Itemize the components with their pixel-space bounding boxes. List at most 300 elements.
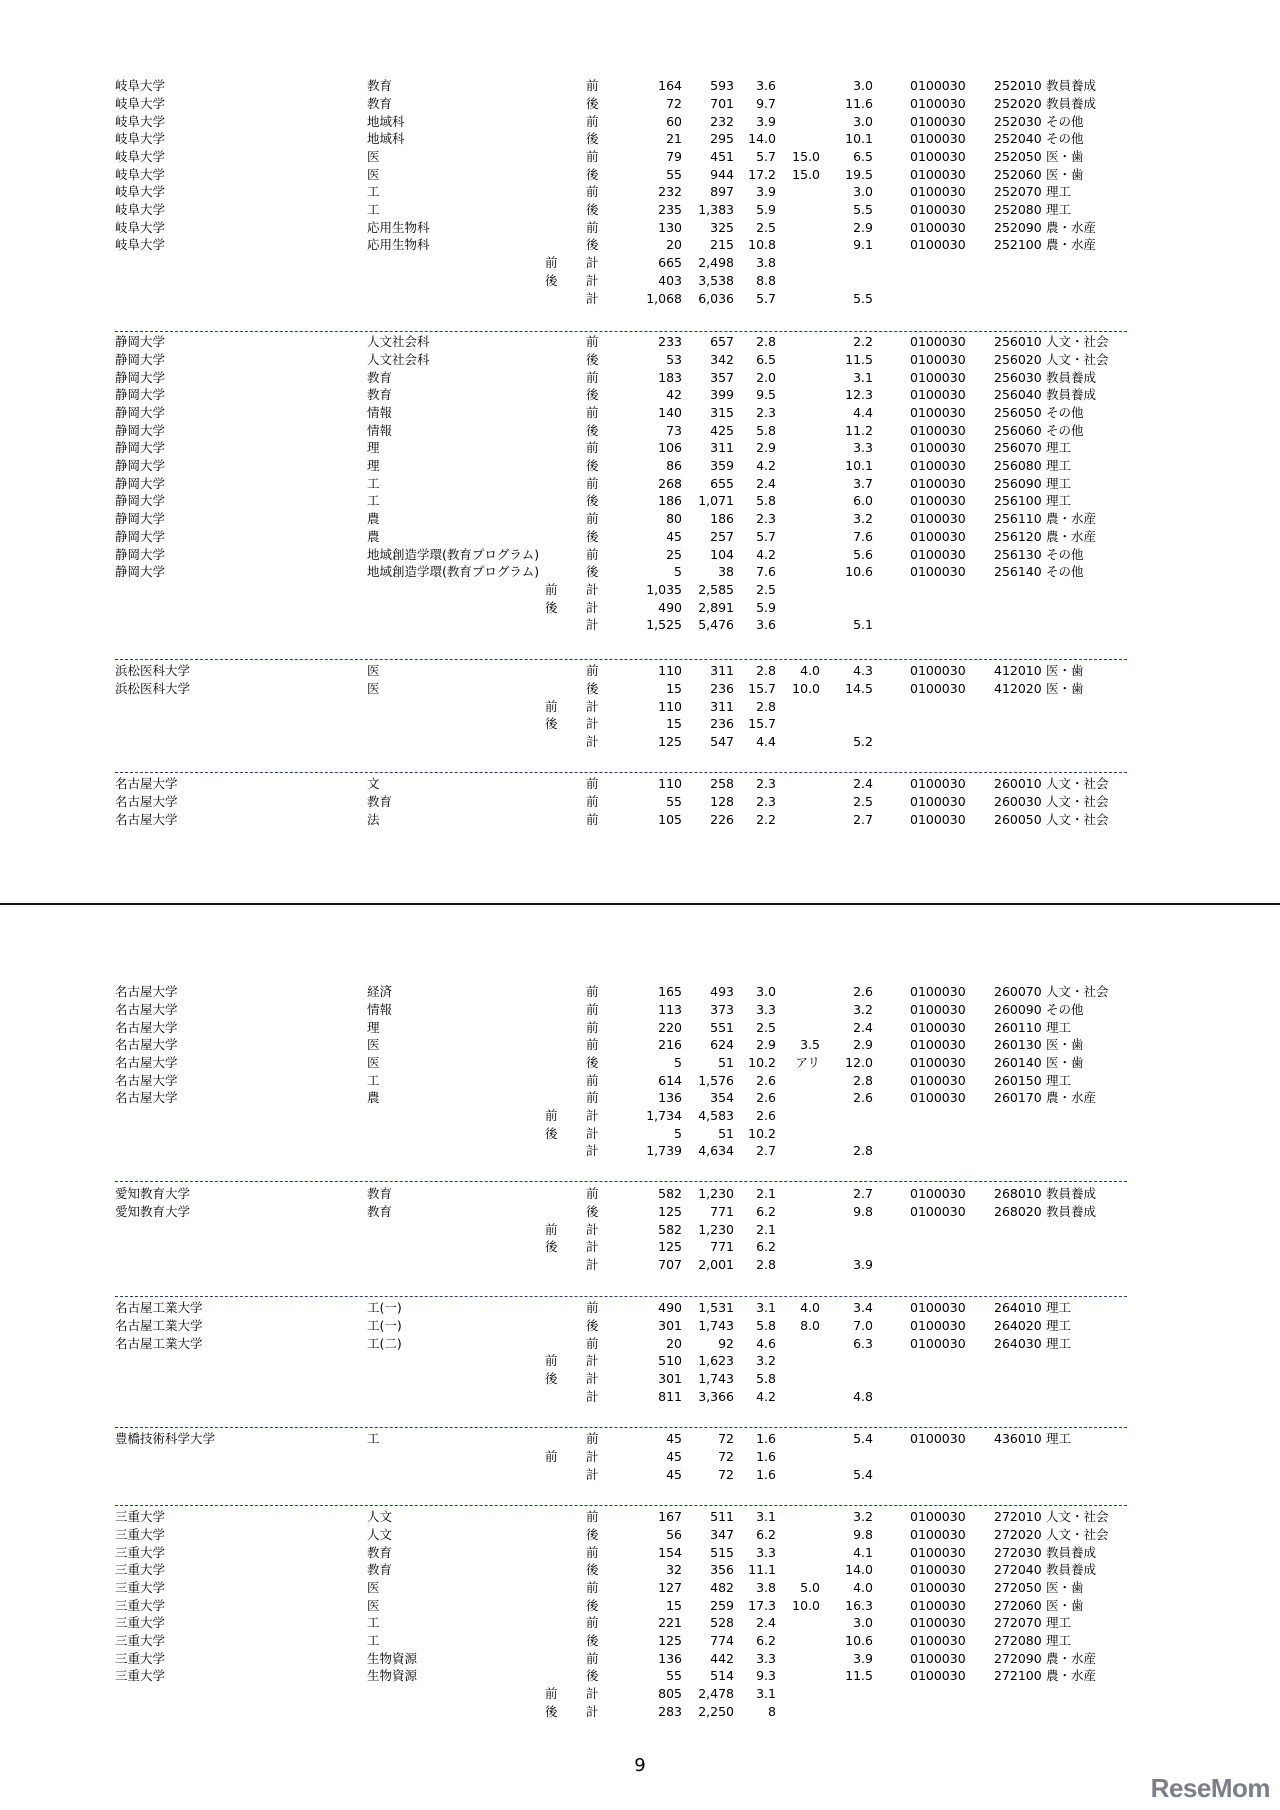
program-id: 260070 <box>994 984 1042 1000</box>
applicants-value: 482 <box>710 1579 734 1595</box>
faculty-name: 教育 <box>367 793 393 809</box>
capacity-value: 665 <box>658 255 682 271</box>
ratio-value: 8 <box>768 1703 776 1719</box>
table-row <box>0 492 1280 510</box>
ratio-value: 3.9 <box>756 184 776 200</box>
page-number: 9 <box>634 1755 646 1776</box>
category-label: 理工 <box>1046 475 1072 491</box>
capacity-value: 221 <box>658 1615 682 1631</box>
applicants-value: 657 <box>710 334 734 350</box>
applicants-value: 442 <box>710 1650 734 1666</box>
code-value: 0100030 <box>910 984 966 1000</box>
ratio-value: 5.9 <box>756 599 776 615</box>
category-label: 理工 <box>1046 1300 1072 1316</box>
prev-ratio-value: 12.3 <box>845 387 873 403</box>
capacity-value: 25 <box>666 546 682 562</box>
prev-ratio-value: 3.2 <box>853 511 873 527</box>
subtotal-term-label: 前 <box>545 698 558 714</box>
ratio-value: 3.1 <box>756 1686 776 1702</box>
ratio-value: 5.8 <box>756 1317 776 1333</box>
capacity-value: 45 <box>666 1431 682 1447</box>
program-id: 252010 <box>994 78 1042 94</box>
category-label: 医・歯 <box>1046 1597 1084 1613</box>
exam-term: 前 <box>586 1615 599 1631</box>
code-value: 0100030 <box>910 334 966 350</box>
subtotal-row <box>0 1352 1280 1370</box>
code-value: 0100030 <box>910 546 966 562</box>
category-label: その他 <box>1046 131 1084 147</box>
capacity-value: 72 <box>666 95 682 111</box>
university-name: 岐阜大学 <box>115 166 166 182</box>
capacity-value: 232 <box>658 184 682 200</box>
table-row <box>0 680 1280 698</box>
category-label: 理工 <box>1046 202 1072 218</box>
exam-term: 後 <box>586 528 599 544</box>
capacity-value: 301 <box>658 1370 682 1386</box>
program-id: 252030 <box>994 113 1042 129</box>
exam-term: 計 <box>586 581 599 597</box>
applicants-value: 1,230 <box>698 1186 734 1202</box>
ratio-value: 10.2 <box>748 1054 776 1070</box>
section-separator <box>115 659 1127 660</box>
applicants-value: 1,743 <box>698 1317 734 1333</box>
university-name: 静岡大学 <box>115 387 166 403</box>
subtotal-term-label: 前 <box>545 255 558 271</box>
capacity-value: 55 <box>666 166 682 182</box>
ratio-value: 6.2 <box>756 1203 776 1219</box>
code-value: 0100030 <box>910 493 966 509</box>
program-id: 252080 <box>994 202 1042 218</box>
cutoff-ratio-value: 10.0 <box>792 1597 820 1613</box>
university-name: 静岡大学 <box>115 493 166 509</box>
category-label: 理工 <box>1046 1615 1072 1631</box>
prev-ratio-value: 10.1 <box>845 131 873 147</box>
exam-term: 前 <box>586 1544 599 1560</box>
ratio-value: 17.3 <box>748 1597 776 1613</box>
applicants-value: 259 <box>710 1597 734 1613</box>
university-name: 三重大学 <box>115 1579 166 1595</box>
program-id: 260030 <box>994 793 1042 809</box>
table-row <box>0 510 1280 528</box>
university-name: 三重大学 <box>115 1562 166 1578</box>
cutoff-ratio-value: アリ <box>795 1054 820 1070</box>
subtotal-row <box>0 1256 1280 1274</box>
capacity-value: 45 <box>666 528 682 544</box>
category-label: 人文・社会 <box>1046 984 1109 1000</box>
table-row <box>0 166 1280 184</box>
applicants-value: 215 <box>710 237 734 253</box>
program-id: 272050 <box>994 1579 1042 1595</box>
category-label: その他 <box>1046 546 1084 562</box>
applicants-value: 51 <box>718 1054 734 1070</box>
exam-term: 前 <box>586 511 599 527</box>
code-value: 0100030 <box>910 95 966 111</box>
section-separator <box>115 1181 1127 1182</box>
category-label: 医・歯 <box>1046 680 1084 696</box>
code-value: 0100030 <box>910 422 966 438</box>
applicants-value: 2,250 <box>698 1703 734 1719</box>
exam-term: 後 <box>586 166 599 182</box>
prev-ratio-value: 2.5 <box>853 793 873 809</box>
prev-ratio-value: 11.2 <box>845 422 873 438</box>
cutoff-ratio-value: 5.0 <box>800 1579 820 1595</box>
prev-ratio-value: 3.0 <box>853 78 873 94</box>
cutoff-ratio-value: 15.0 <box>792 166 820 182</box>
university-name: 静岡大学 <box>115 422 166 438</box>
exam-term: 前 <box>586 793 599 809</box>
prev-ratio-value: 3.0 <box>853 1615 873 1631</box>
table-row <box>0 1019 1280 1037</box>
table-row <box>0 333 1280 351</box>
capacity-value: 582 <box>658 1186 682 1202</box>
table-row <box>0 95 1280 113</box>
category-label: 理工 <box>1046 458 1072 474</box>
capacity-value: 1,739 <box>646 1143 682 1159</box>
exam-term: 計 <box>586 716 599 732</box>
applicants-value: 311 <box>710 440 734 456</box>
faculty-name: 教育 <box>367 95 393 111</box>
table-row <box>0 1036 1280 1054</box>
faculty-name: 農 <box>367 528 380 544</box>
ratio-value: 3.3 <box>756 1544 776 1560</box>
ratio-value: 4.2 <box>756 546 776 562</box>
ratio-value: 2.5 <box>756 219 776 235</box>
capacity-value: 136 <box>658 1090 682 1106</box>
prev-ratio-value: 3.2 <box>853 1509 873 1525</box>
code-value: 0100030 <box>910 475 966 491</box>
program-id: 272010 <box>994 1509 1042 1525</box>
table-row <box>0 1632 1280 1650</box>
ratio-value: 3.8 <box>756 255 776 271</box>
faculty-name: 教育 <box>367 1544 393 1560</box>
prev-ratio-value: 2.8 <box>853 1143 873 1159</box>
applicants-value: 356 <box>710 1562 734 1578</box>
capacity-value: 125 <box>658 1239 682 1255</box>
table-row <box>0 1430 1280 1448</box>
exam-term: 計 <box>586 1256 599 1272</box>
university-name: 浜松医科大学 <box>115 680 191 696</box>
ratio-value: 2.6 <box>756 1072 776 1088</box>
table-row <box>0 1579 1280 1597</box>
code-value: 0100030 <box>910 1431 966 1447</box>
faculty-name: 医 <box>367 148 380 164</box>
capacity-value: 110 <box>658 776 682 792</box>
ratio-value: 4.2 <box>756 458 776 474</box>
subtotal-row <box>0 290 1280 308</box>
code-value: 0100030 <box>910 1335 966 1351</box>
ratio-value: 9.3 <box>756 1668 776 1684</box>
table-row <box>0 1561 1280 1579</box>
category-label: 理工 <box>1046 1317 1072 1333</box>
code-value: 0100030 <box>910 404 966 420</box>
prev-ratio-value: 4.8 <box>853 1388 873 1404</box>
prev-ratio-value: 5.4 <box>853 1466 873 1482</box>
ratio-value: 3.3 <box>756 1001 776 1017</box>
prev-ratio-value: 5.1 <box>853 617 873 633</box>
capacity-value: 1,525 <box>646 617 682 633</box>
exam-term: 後 <box>586 237 599 253</box>
ratio-value: 2.5 <box>756 581 776 597</box>
exam-term: 後 <box>586 564 599 580</box>
exam-term: 前 <box>586 334 599 350</box>
applicants-value: 258 <box>710 776 734 792</box>
prev-ratio-value: 9.1 <box>853 237 873 253</box>
faculty-name: 農 <box>367 1090 380 1106</box>
ratio-value: 6.2 <box>756 1526 776 1542</box>
applicants-value: 771 <box>710 1239 734 1255</box>
category-label: 人文・社会 <box>1046 811 1109 827</box>
program-id: 252090 <box>994 219 1042 235</box>
ratio-value: 11.1 <box>748 1562 776 1578</box>
applicants-value: 347 <box>710 1526 734 1542</box>
category-label: 人文・社会 <box>1046 793 1109 809</box>
capacity-value: 1,734 <box>646 1108 682 1124</box>
prev-ratio-value: 3.7 <box>853 475 873 491</box>
section-separator <box>115 1296 1127 1297</box>
ratio-value: 6.2 <box>756 1239 776 1255</box>
university-name: 名古屋大学 <box>115 811 178 827</box>
code-value: 0100030 <box>910 113 966 129</box>
applicants-value: 311 <box>710 663 734 679</box>
ratio-value: 3.0 <box>756 984 776 1000</box>
program-id: 256020 <box>994 351 1042 367</box>
ratio-value: 9.7 <box>756 95 776 111</box>
code-value: 0100030 <box>910 1597 966 1613</box>
cutoff-ratio-value: 3.5 <box>800 1037 820 1053</box>
prev-ratio-value: 9.8 <box>853 1526 873 1542</box>
exam-term: 前 <box>586 1072 599 1088</box>
exam-term: 前 <box>586 369 599 385</box>
program-id: 256100 <box>994 493 1042 509</box>
category-label: 教員養成 <box>1046 387 1097 403</box>
code-value: 0100030 <box>910 166 966 182</box>
applicants-value: 357 <box>710 369 734 385</box>
ratio-value: 2.0 <box>756 369 776 385</box>
category-label: 理工 <box>1046 1431 1072 1447</box>
capacity-value: 45 <box>666 1466 682 1482</box>
exam-term: 前 <box>586 811 599 827</box>
program-id: 272070 <box>994 1615 1042 1631</box>
program-id: 260090 <box>994 1001 1042 1017</box>
category-label: 医・歯 <box>1046 1579 1084 1595</box>
exam-term: 後 <box>586 1562 599 1578</box>
university-name: 名古屋大学 <box>115 1037 178 1053</box>
exam-term: 前 <box>586 148 599 164</box>
capacity-value: 53 <box>666 351 682 367</box>
code-value: 0100030 <box>910 1300 966 1316</box>
exam-term: 前 <box>586 1001 599 1017</box>
ratio-value: 2.6 <box>756 1108 776 1124</box>
faculty-name: 理 <box>367 1019 380 1035</box>
ratio-value: 3.2 <box>756 1353 776 1369</box>
code-value: 0100030 <box>910 440 966 456</box>
applicants-value: 315 <box>710 404 734 420</box>
program-id: 256010 <box>994 334 1042 350</box>
faculty-name: 法 <box>367 811 380 827</box>
category-label: 理工 <box>1046 1072 1072 1088</box>
prev-ratio-value: 4.3 <box>853 663 873 679</box>
exam-term: 前 <box>586 113 599 129</box>
prev-ratio-value: 6.0 <box>853 493 873 509</box>
faculty-name: 工 <box>367 1615 380 1631</box>
faculty-name: 理 <box>367 458 380 474</box>
university-name: 豊橋技術科学大学 <box>115 1431 216 1447</box>
prev-ratio-value: 2.7 <box>853 811 873 827</box>
capacity-value: 110 <box>658 698 682 714</box>
applicants-value: 226 <box>710 811 734 827</box>
program-id: 252060 <box>994 166 1042 182</box>
cutoff-ratio-value: 4.0 <box>800 1300 820 1316</box>
program-id: 256110 <box>994 511 1042 527</box>
capacity-value: 301 <box>658 1317 682 1333</box>
applicants-value: 451 <box>710 148 734 164</box>
exam-term: 後 <box>586 1054 599 1070</box>
prev-ratio-value: 2.4 <box>853 1019 873 1035</box>
exam-term: 計 <box>586 733 599 749</box>
ratio-value: 2.1 <box>756 1186 776 1202</box>
code-value: 0100030 <box>910 1001 966 1017</box>
table-row <box>0 1650 1280 1668</box>
code-value: 0100030 <box>910 237 966 253</box>
ratio-value: 2.3 <box>756 793 776 809</box>
ratio-value: 1.6 <box>756 1466 776 1482</box>
program-id: 260010 <box>994 776 1042 792</box>
subtotal-term-label: 前 <box>545 1108 558 1124</box>
applicants-value: 2,891 <box>698 599 734 615</box>
applicants-value: 354 <box>710 1090 734 1106</box>
prev-ratio-value: 9.8 <box>853 1203 873 1219</box>
prev-ratio-value: 2.6 <box>853 1090 873 1106</box>
subtotal-row <box>0 1107 1280 1125</box>
program-id: 272020 <box>994 1526 1042 1542</box>
table-row <box>0 1526 1280 1544</box>
section-separator <box>115 331 1127 332</box>
program-id: 272100 <box>994 1668 1042 1684</box>
program-id: 260110 <box>994 1019 1042 1035</box>
code-value: 0100030 <box>910 369 966 385</box>
applicants-value: 4,634 <box>698 1143 734 1159</box>
table-row <box>0 130 1280 148</box>
faculty-name: 工 <box>367 493 380 509</box>
subtotal-row <box>0 272 1280 290</box>
table-row <box>0 1614 1280 1632</box>
applicants-value: 1,743 <box>698 1370 734 1386</box>
table-row <box>0 1335 1280 1353</box>
exam-term: 前 <box>586 475 599 491</box>
applicants-value: 128 <box>710 793 734 809</box>
table-row <box>0 1072 1280 1090</box>
exam-term: 後 <box>586 1668 599 1684</box>
university-name: 愛知教育大学 <box>115 1203 191 1219</box>
program-id: 264030 <box>994 1335 1042 1351</box>
faculty-name: 医 <box>367 1037 380 1053</box>
subtotal-term-label: 後 <box>545 272 558 288</box>
prev-ratio-value: 14.0 <box>845 1562 873 1578</box>
program-id: 256040 <box>994 387 1042 403</box>
capacity-value: 56 <box>666 1526 682 1542</box>
capacity-value: 403 <box>658 272 682 288</box>
applicants-value: 186 <box>710 511 734 527</box>
faculty-name: 医 <box>367 166 380 182</box>
exam-term: 計 <box>586 1686 599 1702</box>
subtotal-row <box>0 1703 1280 1721</box>
exam-term: 前 <box>586 1650 599 1666</box>
applicants-value: 493 <box>710 984 734 1000</box>
code-value: 0100030 <box>910 148 966 164</box>
capacity-value: 32 <box>666 1562 682 1578</box>
exam-term: 前 <box>586 440 599 456</box>
section-separator <box>115 1505 1127 1506</box>
university-name: 岐阜大学 <box>115 202 166 218</box>
applicants-value: 1,230 <box>698 1221 734 1237</box>
applicants-value: 72 <box>718 1466 734 1482</box>
table-row <box>0 422 1280 440</box>
category-label: 農・水産 <box>1046 511 1097 527</box>
subtotal-row <box>0 1125 1280 1143</box>
code-value: 0100030 <box>910 131 966 147</box>
table-row <box>0 1054 1280 1072</box>
capacity-value: 582 <box>658 1221 682 1237</box>
ratio-value: 5.7 <box>756 290 776 306</box>
applicants-value: 511 <box>710 1509 734 1525</box>
capacity-value: 490 <box>658 599 682 615</box>
table-row <box>0 1089 1280 1107</box>
faculty-name: 工(一) <box>367 1317 402 1333</box>
program-id: 260130 <box>994 1037 1042 1053</box>
category-label: 農・水産 <box>1046 1668 1097 1684</box>
prev-ratio-value: 3.9 <box>853 1256 873 1272</box>
capacity-value: 268 <box>658 475 682 491</box>
university-name: 静岡大学 <box>115 334 166 350</box>
faculty-name: 人文 <box>367 1526 393 1542</box>
exam-term: 前 <box>586 1579 599 1595</box>
category-label: 医・歯 <box>1046 663 1084 679</box>
applicants-value: 38 <box>718 564 734 580</box>
code-value: 0100030 <box>910 1633 966 1649</box>
exam-term: 前 <box>586 1037 599 1053</box>
applicants-value: 399 <box>710 387 734 403</box>
ratio-value: 2.7 <box>756 1143 776 1159</box>
section-separator <box>115 1427 1127 1428</box>
code-value: 0100030 <box>910 1072 966 1088</box>
faculty-name: 生物資源 <box>367 1650 418 1666</box>
applicants-value: 897 <box>710 184 734 200</box>
category-label: 人文・社会 <box>1046 776 1109 792</box>
applicants-value: 72 <box>718 1448 734 1464</box>
prev-ratio-value: 4.0 <box>853 1579 873 1595</box>
prev-ratio-value: 4.4 <box>853 404 873 420</box>
table-row <box>0 1185 1280 1203</box>
table-row <box>0 351 1280 369</box>
applicants-value: 547 <box>710 733 734 749</box>
category-label: 農・水産 <box>1046 237 1097 253</box>
applicants-value: 3,538 <box>698 272 734 288</box>
table-row <box>0 148 1280 166</box>
table-row <box>0 811 1280 829</box>
code-value: 0100030 <box>910 1037 966 1053</box>
exam-term: 計 <box>586 1108 599 1124</box>
subtotal-row <box>0 599 1280 617</box>
prev-ratio-value: 4.1 <box>853 1544 873 1560</box>
program-id: 436010 <box>994 1431 1042 1447</box>
table-row <box>0 1317 1280 1335</box>
faculty-name: 教育 <box>367 1203 393 1219</box>
applicants-value: 92 <box>718 1335 734 1351</box>
category-label: その他 <box>1046 1001 1084 1017</box>
program-id: 264010 <box>994 1300 1042 1316</box>
table-row <box>0 369 1280 387</box>
program-id: 268020 <box>994 1203 1042 1219</box>
